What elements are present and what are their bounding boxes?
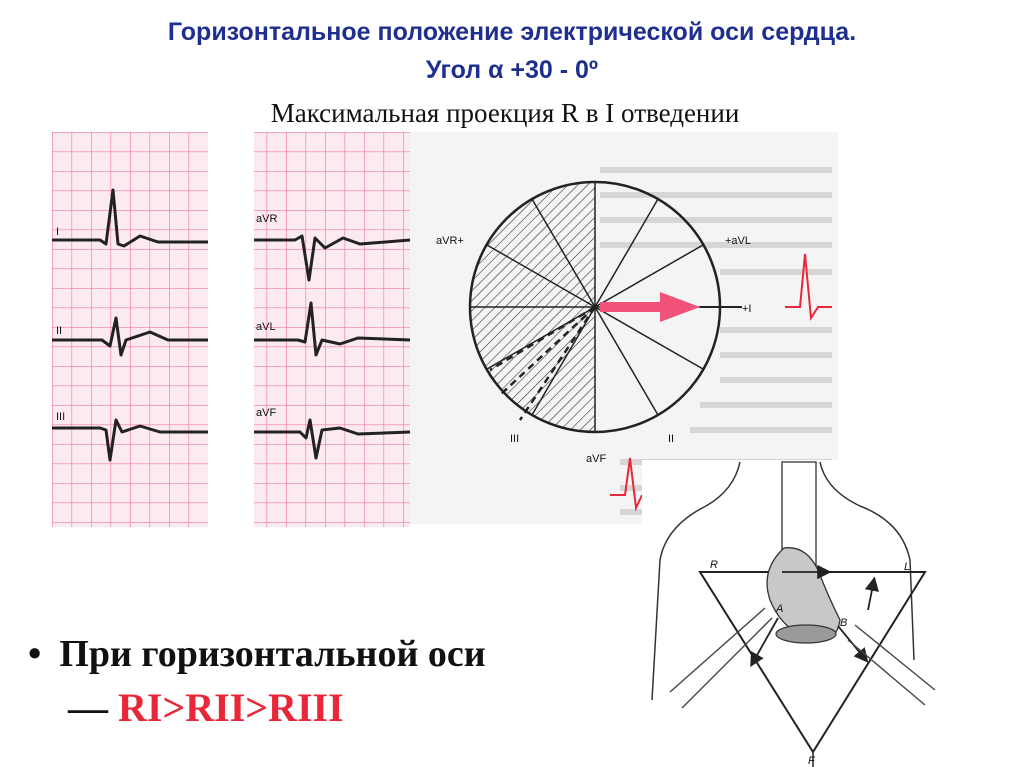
bullet-text: При горизонтальной оси: [59, 633, 486, 675]
bullet-dot: •: [28, 633, 42, 675]
slide-subtitle: Максимальная проекция R в I отведении: [270, 98, 740, 128]
circle-label-lead2: II: [668, 433, 675, 445]
formula-line: [68, 684, 344, 731]
torso-label-f: F: [808, 755, 815, 767]
torso-label-a: A: [776, 603, 784, 615]
circle-label-lead1: +I: [742, 303, 752, 315]
circle-label-lead3: III: [510, 433, 520, 445]
formula-dash: —: [68, 685, 108, 730]
slide-title-line1: Горизонтальное положение электрической оси сердца.: [167, 18, 857, 46]
slide-title-line2: Угол α +30 - 0º: [425, 56, 599, 84]
bullet-item: [28, 632, 486, 676]
torso-label-b: B: [840, 617, 848, 629]
lead-label-aVR: aVR: [256, 213, 278, 225]
lead-label-II: II: [56, 325, 63, 337]
lead-label-I: I: [56, 226, 60, 238]
circle-label-avf: aVF: [586, 453, 607, 465]
torso-label-r: R: [710, 559, 718, 571]
formula-text: RI>RII>RIII: [118, 685, 344, 730]
lead-label-III: III: [56, 411, 66, 423]
torso-label-l: L: [904, 561, 911, 573]
lead-label-aVF: aVF: [256, 407, 277, 419]
circle-label-avr: aVR+: [436, 235, 464, 247]
circle-label-avl: +aVL: [725, 235, 751, 247]
einthoven-diagram: [642, 460, 1024, 767]
lead-label-aVL: aVL: [256, 321, 276, 333]
